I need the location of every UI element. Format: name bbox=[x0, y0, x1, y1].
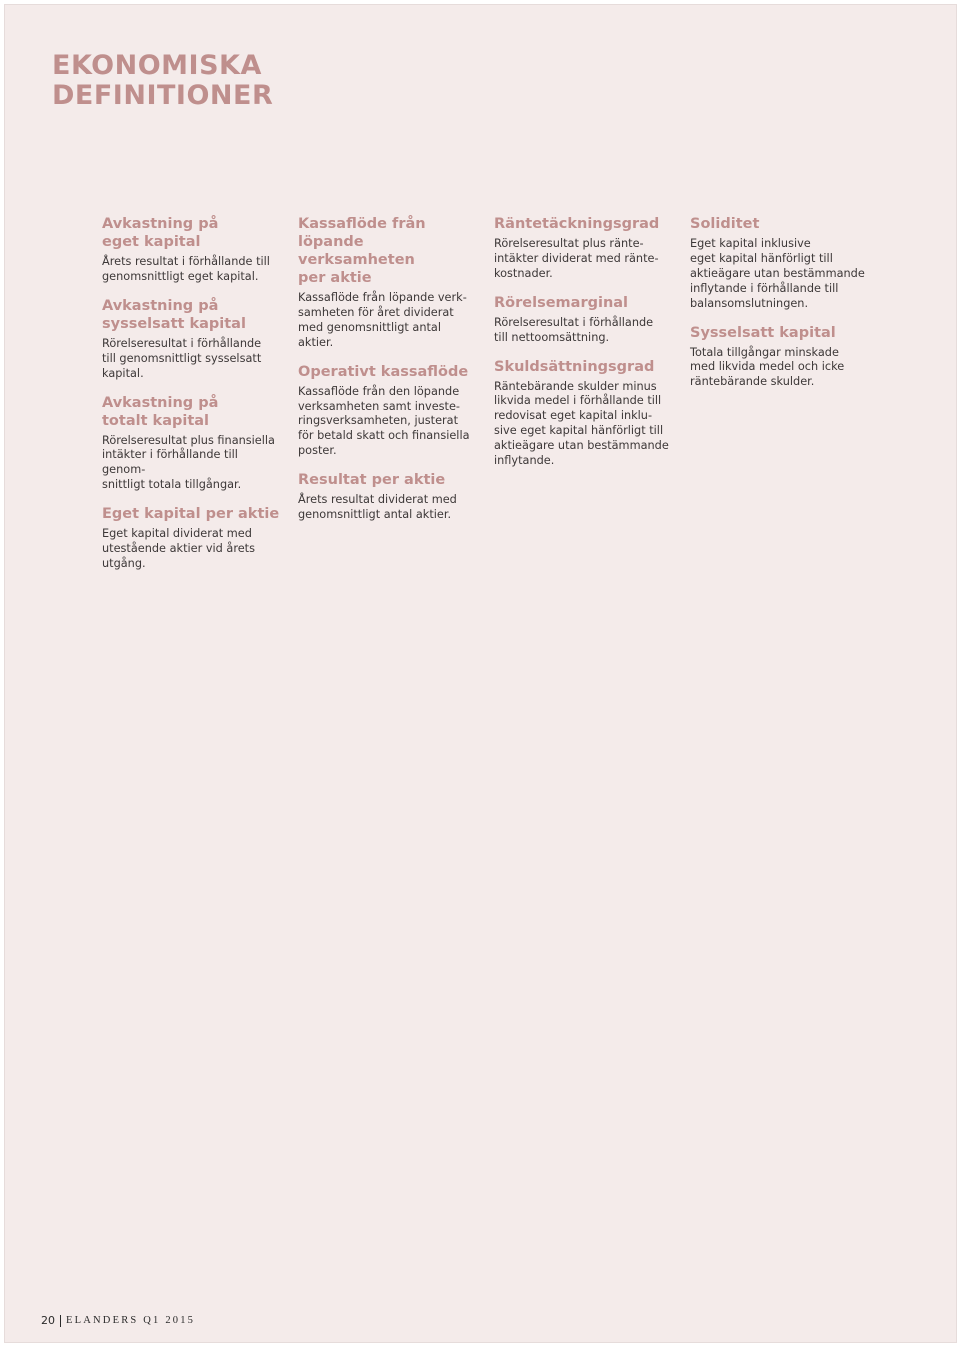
definition-operating-cash-flow-per-share bbox=[298, 215, 480, 351]
definition-earnings-per-share bbox=[298, 471, 480, 523]
definition-return-on-total-assets bbox=[102, 394, 284, 494]
footer-divider bbox=[60, 1315, 61, 1327]
definition-heading: Soliditet bbox=[690, 216, 760, 232]
publication-name: ELANDERS Q1 2015 bbox=[66, 1315, 196, 1326]
definition-text: Rörelseresultat i förhållande till genomsnittligt sysselsatt kapital. bbox=[102, 336, 262, 380]
definition-heading: Resultat per aktie bbox=[298, 472, 446, 489]
definitions-column-1 bbox=[102, 215, 284, 584]
definition-text: Rörelseresultat i förhållande till nettoomsättning. bbox=[494, 315, 654, 344]
definition-heading: Avkastning på totalt kapital bbox=[102, 394, 219, 429]
page-number: 20 bbox=[41, 1314, 55, 1327]
definitions-column-2 bbox=[298, 215, 480, 535]
definition-text: Eget kapital dividerat med utestående aktier vid årets utgång. bbox=[102, 527, 255, 570]
definition-heading: Skuldsättningsgrad bbox=[494, 358, 655, 375]
definition-heading: Rörelsemarginal bbox=[494, 294, 629, 311]
definition-operating-margin bbox=[494, 294, 676, 346]
definition-heading: Avkastning på sysselsatt kapital bbox=[102, 297, 246, 332]
definition-heading: Avkastning på eget kapital bbox=[102, 216, 219, 250]
definition-text: Räntebärande skulder minus likvida medel i förhållande till redovisat eget kapital inklu- sive eget kapital hänförligt till aktieägare utan bestämmande inflytande. bbox=[494, 379, 669, 468]
definition-equity-ratio bbox=[690, 215, 872, 312]
definition-text: Totala tillgångar minskade med likvida medel och icke räntebärande skulder. bbox=[690, 345, 845, 389]
definition-debt-equity-ratio bbox=[494, 358, 676, 469]
definition-heading: Operativt kassaflöde bbox=[298, 363, 469, 380]
document-page bbox=[5, 5, 956, 1342]
definition-heading: Eget kapital per aktie bbox=[102, 506, 280, 523]
definition-text: Årets resultat i förhållande till genomsnittligt eget kapital. bbox=[102, 255, 270, 283]
definition-capital-employed bbox=[690, 324, 872, 391]
definitions-column-3 bbox=[494, 215, 676, 481]
definition-heading: Kassaflöde från löpande verksamheten per aktie bbox=[298, 216, 426, 286]
definition-text: Rörelseresultat plus ränte- intäkter dividerat med ränte- kostnader. bbox=[494, 237, 659, 280]
definition-text: Rörelseresultat plus finansiella intäkter i förhållande till genom- snittligt totala tillgångar. bbox=[102, 433, 275, 492]
definition-text: Kassaflöde från löpande verk- samheten för året dividerat med genomsnittligt antal aktier. bbox=[298, 291, 467, 349]
definition-interest-coverage bbox=[494, 215, 676, 282]
definitions-column-4 bbox=[690, 215, 872, 402]
page-footer bbox=[41, 1314, 195, 1327]
definition-equity-per-share bbox=[102, 505, 284, 572]
definition-return-on-capital-employed bbox=[102, 297, 284, 382]
definition-text: Årets resultat dividerat med genomsnittligt antal aktier. bbox=[298, 493, 457, 522]
page-title: EKONOMISKA DEFINITIONER bbox=[52, 50, 274, 111]
definition-text: Kassaflöde från den löpande verksamheten samt investe- ringsverksamheten, justerat för betald skatt och finansiella poster. bbox=[298, 384, 470, 458]
definition-return-on-equity bbox=[102, 215, 284, 285]
definition-text: Eget kapital inklusive eget kapital hänförligt till aktieägare utan bestämmande inflytande i förhållande till balansomslutningen. bbox=[690, 237, 865, 310]
definition-heading: Räntetäckningsgrad bbox=[494, 216, 660, 232]
definition-heading: Sysselsatt kapital bbox=[690, 324, 836, 341]
definition-operative-cash-flow bbox=[298, 363, 480, 460]
